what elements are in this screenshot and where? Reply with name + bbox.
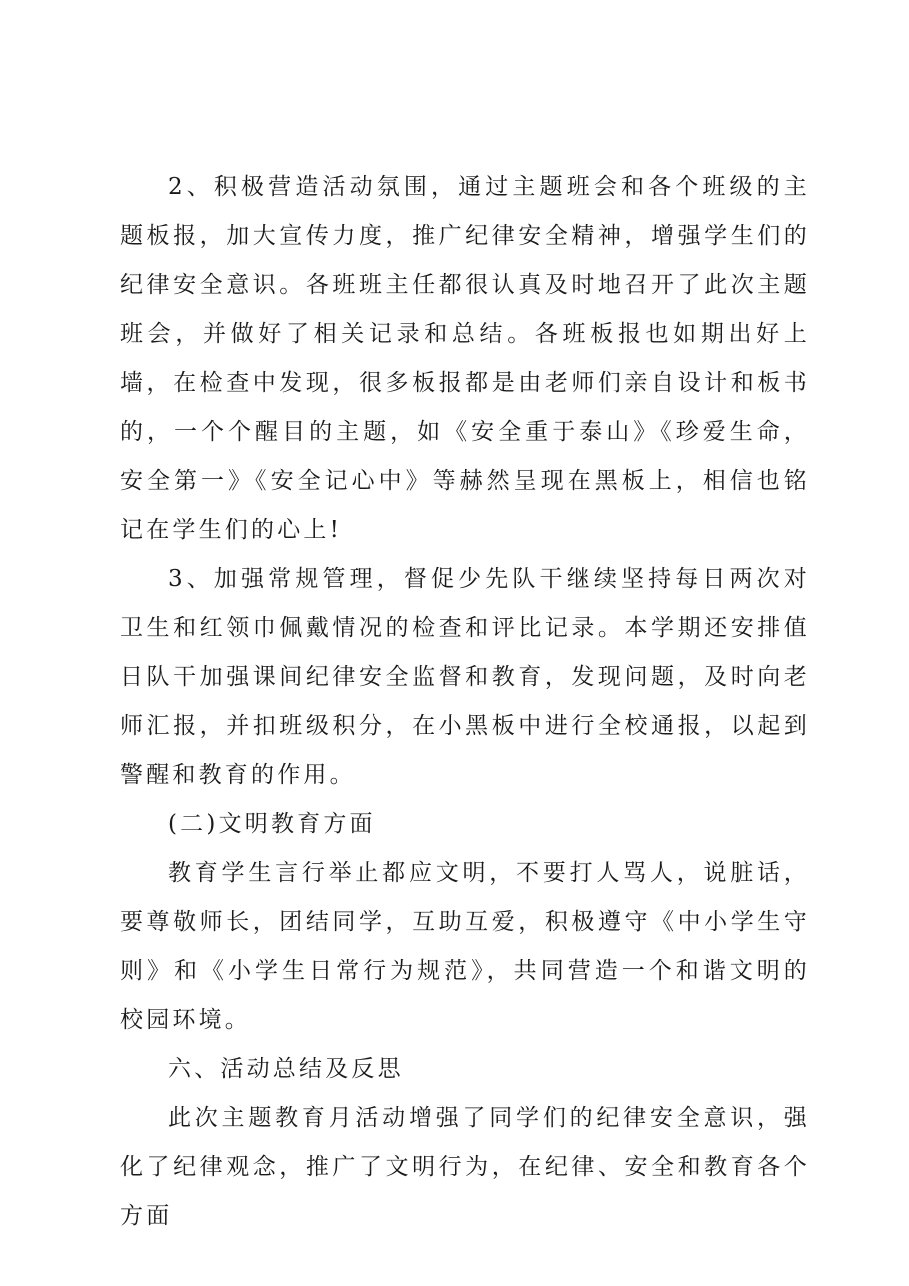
paragraph-routine-management: 3、加强常规管理，督促少先队干继续坚持每日两次对卫生和红领巾佩戴情况的检查和评比记录。本学期还安排值日队干加强课间纪律安全监督和教育，发现问题，及时向老师汇报，并扣班级积分，在小黑板中进行全校通报，以起到警醒和教育的作用。 <box>120 566 810 788</box>
paragraph-summary: 此次主题教育月活动增强了同学们的纪律安全意识，强化了纪律观念，推广了文明行为，在纪律、安全和教育各个方面 <box>120 1105 810 1229</box>
document-body <box>120 163 810 1241</box>
section-heading-summary-reflection: 六、活动总结及反思 <box>168 1056 404 1082</box>
section-heading-civility-education: (二)文明教育方面 <box>168 811 376 837</box>
paragraph-civility-education: 教育学生言行举止都应文明，不要打人骂人，说脏话，要尊敬师长，团结同学，互助互爱，积极遵守《中小学生守则》和《小学生日常行为规范》，共同营造一个和谐文明的校园环境。 <box>120 860 810 1033</box>
paragraph-discipline-atmosphere: 2、积极营造活动氛围，通过主题班会和各个班级的主题板报，加大宣传力度，推广纪律安全精神，增强学生们的纪律安全意识。各班班主任都很认真及时地召开了此次主题班会，并做好了相关记录和总结。各班板报也如期出好上墙，在检查中发现，很多板报都是由老师们亲自设计和板书的，一个个醒目的主题，如《安全重于泰山》《珍爱生命，安全第一》《安全记心中》等赫然呈现在黑板上，相信也铭记在学生们的心上! <box>120 174 810 543</box>
